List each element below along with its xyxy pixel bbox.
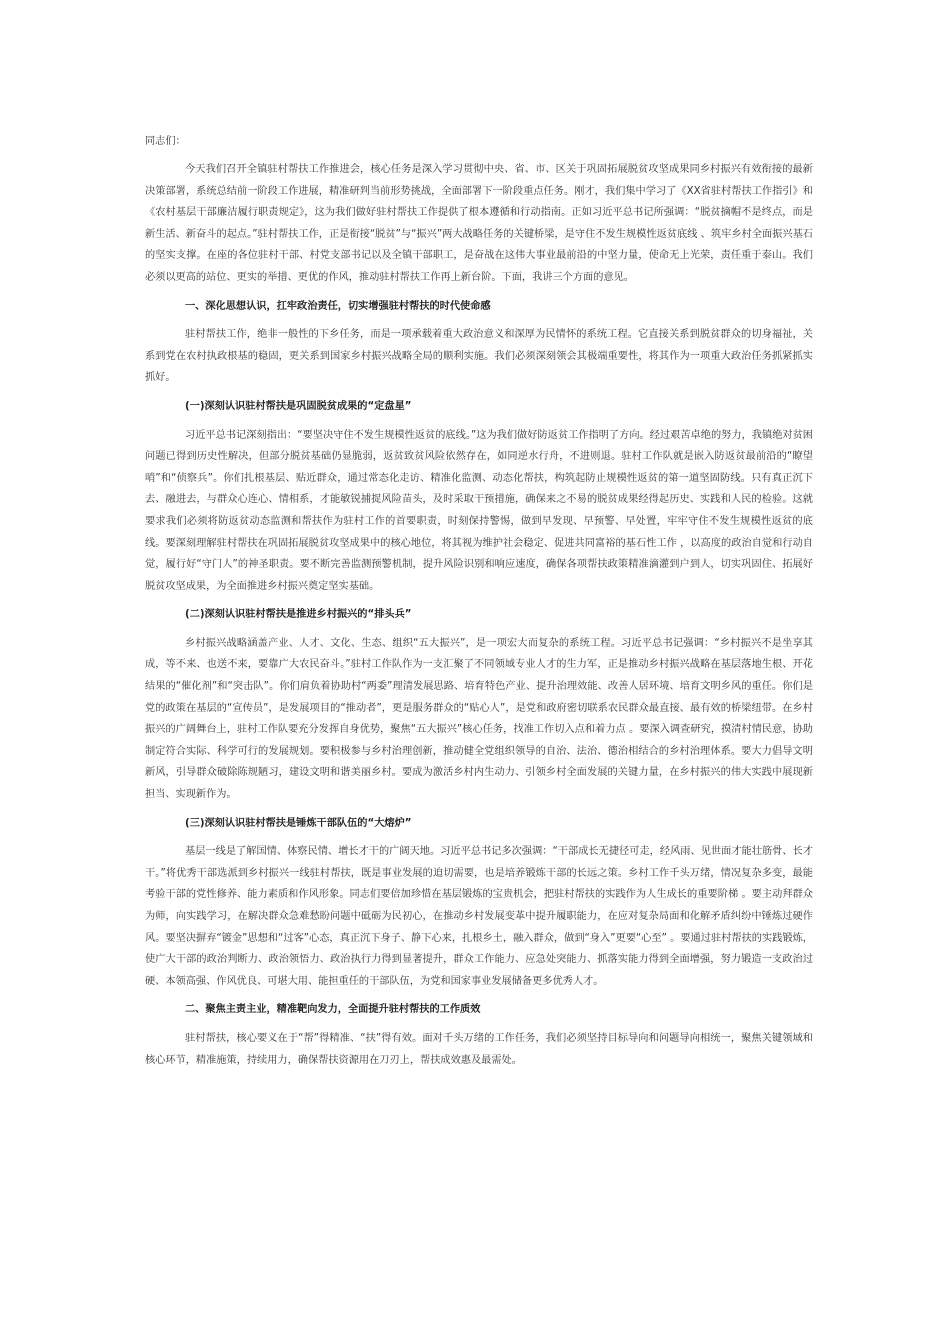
subsection-2-heading: (二)深刻认识驻村帮扶是推进乡村振兴的“排头兵” <box>185 609 412 621</box>
section-1-heading: 一、深化思想认识，扛牢政治责任，切实增强驻村帮扶的时代使命感 <box>185 300 491 312</box>
subsection-2-paragraph: 乡村振兴战略涵盖产业、人才、文化、生态、组织“五大振兴”，是一项宏大而复杂的系统工程。习近平总书记强调：“乡村振兴不是坐享其成，等不来、也送不来，要靠广大农民奋斗。”驻村工作队作为一支汇聚了不同领域专业人才的生力军，正是推动乡村振兴战略在基层落地生根、开花结果的“催化剂”和“突击队”。你们肩负着协助村“两委”理清发展思路、培育特色产业、提升治理效能、改善人居环境、培育文明乡风的重任。你们是党的政策在基层的“宣传员”，是发展项目的“推动者”，更是服务群众的“贴心人”，是党和政府密切联系农民群众最直接、最有效的桥梁纽带。在乡村振兴的广阔舞台上，驻村工作队要充分发挥自身优势，聚焦“五大振兴”核心任务，找准工作切入点和着力点 。要深入调查研究，摸清村情民意，协助制定符合实际、科学可行的发展规划。要积极参与乡村治理创新，推动健全党组织领导的自治、法治、德治相结合的乡村治理体系。要大力倡导文明新风，引导群众破除陈规陋习，建设文明和谐美丽乡村。要成为激活乡村内生动力、引领乡村全面发展的关键力量，在乡村振兴的伟大实践中展现新担当、实现新作为。 <box>145 637 813 801</box>
salutation: 同志们： <box>145 136 186 147</box>
section-2-heading: 二、聚焦主责主业，精准靶向发力，全面提升驻村帮扶的工作质效 <box>185 1004 481 1016</box>
subsection-1-heading: (一)深刻认识驻村帮扶是巩固脱贫成果的“定盘星” <box>185 400 412 412</box>
subsection-1-paragraph: 习近平总书记深刻指出：“要坚决守住不发生规模性返贫的底线。”这为我们做好防返贫工作指明了方向。经过艰苦卓绝的努力，我镇绝对贫困问题已得到历史性解决，但部分脱贫基础仍显脆弱，返贫致贫风险依然存在，如同逆水行舟，不进则退。驻村工作队就是嵌入防返贫最前沿的“瞭望哨”和“侦察兵”。你们扎根基层、贴近群众，通过常态化走访、精准化监测、动态化帮扶，构筑起防止规模性返贫的第一道坚固防线。只有真正沉下去、融进去，与群众心连心、情相系，才能敏锐捕捉风险苗头，及时采取干预措施，确保来之不易的脱贫成果经得起历史、实践和人民的检验。这就要求我们必须将防返贫动态监测和帮扶作为驻村工作的首要职责，时刻保持警惕，做到早发现、早预警、早处置，牢牢守住不发生规模性返贫的底线。要深刻理解驻村帮扶在巩固拓展脱贫攻坚成果中的核心地位，将其视为维护社会稳定、促进共同富裕的基石性工作 ，以高度的政治自觉和行动自觉，履行好“守门人”的神圣职责。要不断完善监测预警机制，提升风险识别和响应速度，确保各项帮扶政策精准滴灌到户到人，切实巩固住、拓展好脱贫攻坚成果，为全面推进乡村振兴奠定坚实基础。 <box>145 429 813 592</box>
document-body <box>145 131 813 1078</box>
subsection-3-heading: (三)深刻认识驻村帮扶是锤炼干部队伍的“大熔炉” <box>185 817 412 829</box>
intro-paragraph: 今天我们召开全镇驻村帮扶工作推进会，核心任务是深入学习贯彻中央、省、市、区关于巩固拓展脱贫攻坚成果同乡村振兴有效衔接的最新决策部署，系统总结前一阶段工作进展，精准研判当前形势挑战，全面部署下一阶段重点任务。刚才，我们集中学习了《XX省驻村帮扶工作指引》和《农村基层干部廉洁履行职责规定》，这为我们做好驻村帮扶工作提供了根本遵循和行动指南。正如习近平总书记所强调：“脱贫摘帽不是终点，而是新生活、新奋斗的起点。”驻村帮扶工作，正是衔接“脱贫”与“振兴”两大战略任务的关键桥梁，是守住不发生规模性返贫底线 、筑牢乡村全面振兴基石的坚实支撑。在座的各位驻村干部、村党支部书记以及全镇干部职工，是奋战在这伟大事业最前沿的中坚力量，使命无上光荣，责任重于泰山。我们必须以更高的站位、更实的举措、更优的作风，推动驻村帮扶工作再上新台阶。下面，我讲三个方面的意见。 <box>145 164 813 283</box>
section-1-paragraph: 驻村帮扶工作，绝非一般性的下乡任务，而是一项承载着重大政治意义和深厚为民情怀的系统工程。它直接关系到脱贫群众的切身福祉，关系到党在农村执政根基的稳固，更关系到国家乡村振兴战略全局的顺利实施。我们必须深刻领会其极端重要性，将其作为一项重大政治任务抓紧抓实抓好。 <box>145 329 813 384</box>
section-2-paragraph: 驻村帮扶，核心要义在于“帮”得精准、“扶”得有效。面对千头万绪的工作任务，我们必须坚持目标导向和问题导向相统一，聚焦关键领域和核心环节，精准施策，持续用力，确保帮扶资源用在刀刃上，帮扶成效惠及最需处。 <box>145 1032 813 1066</box>
subsection-3-paragraph: 基层一线是了解国情、体察民情、增长才干的广阔天地。习近平总书记多次强调：“干部成长无捷径可走，经风雨、见世面才能壮筋骨、长才干。”将优秀干部选派到乡村振兴一线驻村帮扶，既是事业发展的迫切需要，也是培养锻炼干部的长远之策。乡村工作千头万绪，情况复杂多变，最能考验干部的党性修养、能力素质和作风形象。同志们要倍加珍惜在基层锻炼的宝贵机会，把驻村帮扶的实践作为人生成长的重要阶梯 。要主动拜群众为师，向实践学习，在解决群众急难愁盼问题中砥砺为民初心，在推动乡村发展变革中提升履职能力，在应对复杂局面和化解矛盾纠纷中锤炼过硬作风。要坚决摒弃“镀金”思想和“过客”心态，真正沉下身子、静下心来，扎根乡土，融入群众，做到“身入”更要“心至” 。要通过驻村帮扶的实践锻炼，使广大干部的政治判断力、政治领悟力、政治执行力得到显著提升，群众工作能力、应急处突能力、抓落实能力得到全面增强，努力锻造一支政治过硬、本领高强、作风优良、可堪大用、能担重任的干部队伍，为党和国家事业发展储备更多优秀人才。 <box>145 846 813 987</box>
